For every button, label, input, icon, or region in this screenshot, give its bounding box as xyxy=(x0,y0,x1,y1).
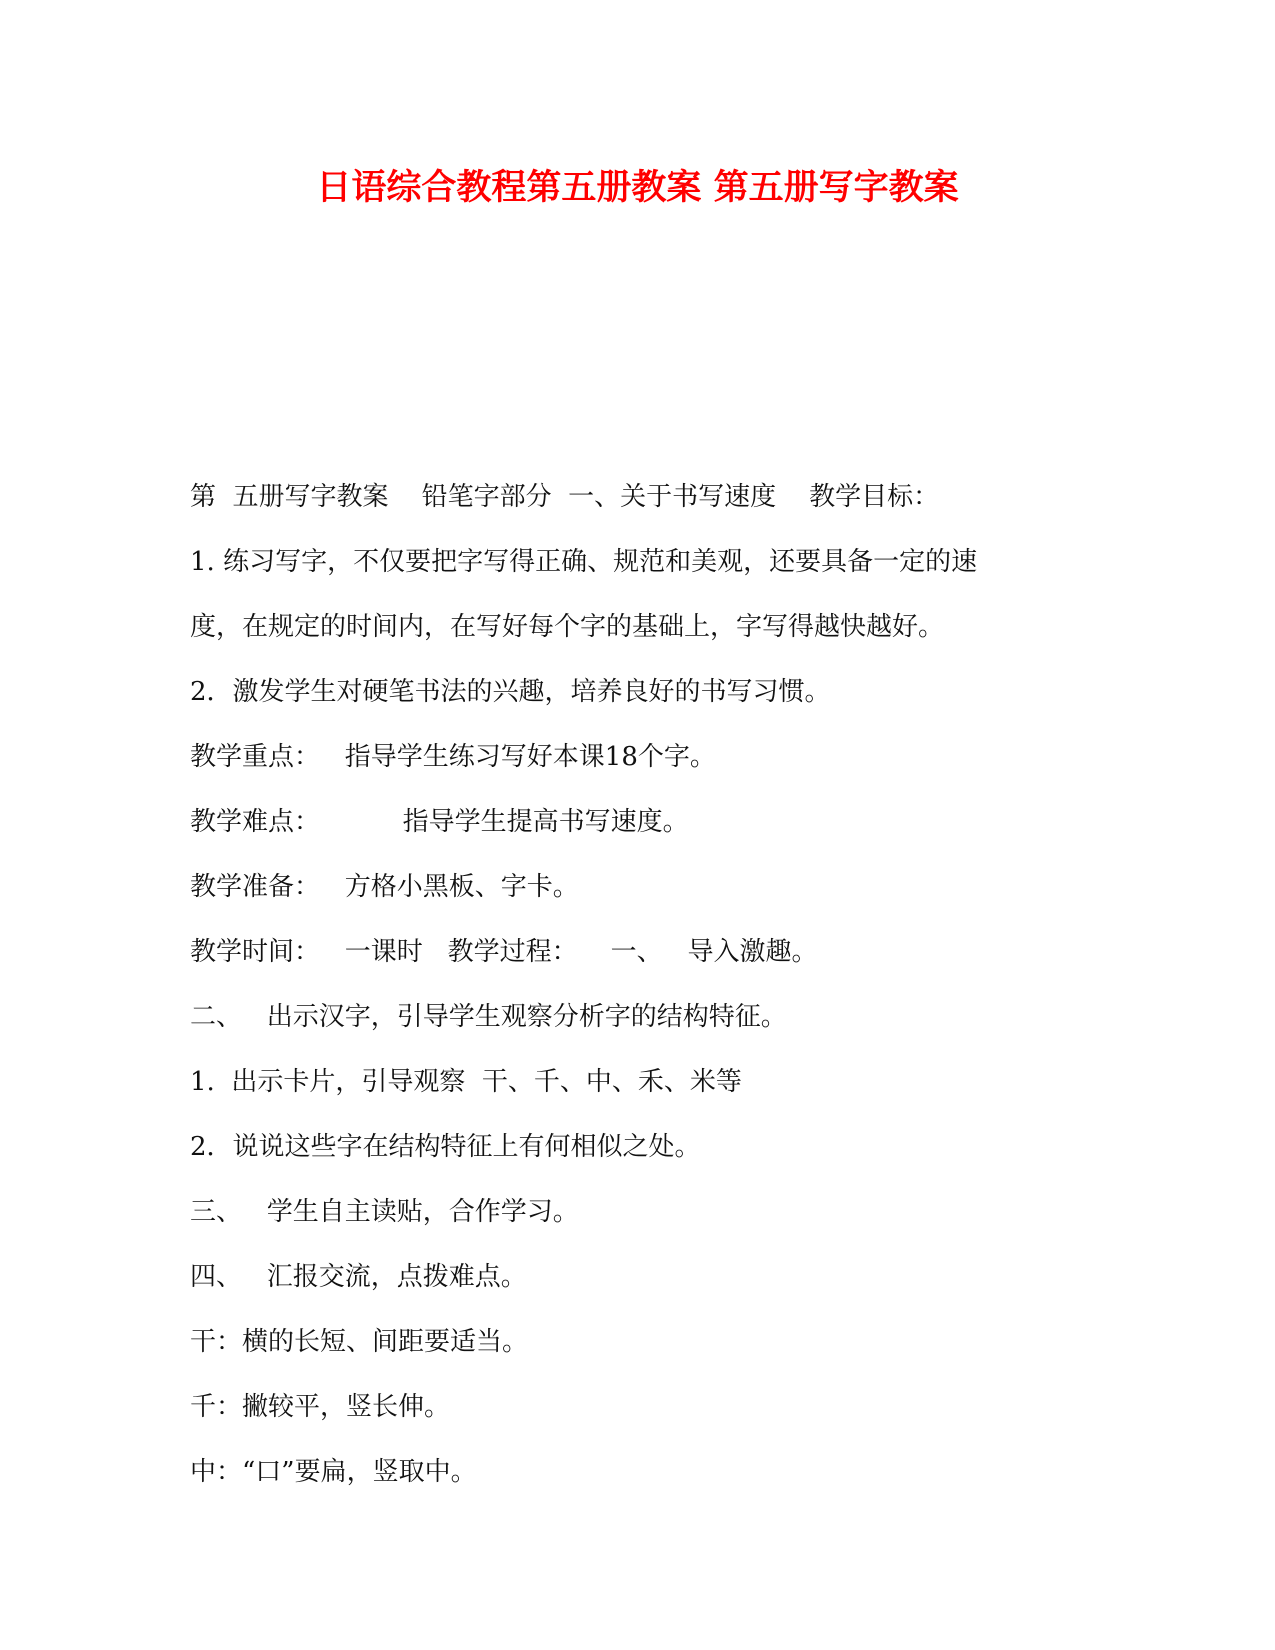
paragraph-line: 教学时间： 一课时 教学过程： 一、 导入激趣。 xyxy=(190,937,818,967)
document-title: 日语综合教程第五册教案 第五册写字教案 xyxy=(316,167,959,208)
paragraph-line: 干：横的长短、间距要适当。 xyxy=(190,1327,529,1357)
paragraph-line: 二、 出示汉字，引导学生观察分析字的结构特征。 xyxy=(190,1002,787,1032)
paragraph-line: 2．说说这些字在结构特征上有何相似之处。 xyxy=(190,1132,701,1162)
paragraph-line: 第 五册写字教案 铅笔字部分 一、关于书写速度 教学目标： xyxy=(190,482,940,512)
document-body xyxy=(190,478,1090,1518)
paragraph-line: 教学难点： 指导学生提高书写速度。 xyxy=(190,807,689,837)
paragraph-line: 千：撇较平，竖长伸。 xyxy=(190,1392,451,1422)
paragraph-line: 四、 汇报交流，点拨难点。 xyxy=(190,1262,527,1292)
paragraph-line: 1. 练习写字，不仅要把字写得正确、规范和美观，还要具备一定的速 xyxy=(190,547,978,577)
paragraph-line: 中：“口”要扁，竖取中。 xyxy=(190,1457,477,1487)
paragraph-line: 教学准备： 方格小黑板、字卡。 xyxy=(190,872,579,902)
paragraph-line: 度，在规定的时间内，在写好每个字的基础上，字写得越快越好。 xyxy=(190,612,945,642)
paragraph-line: 2．激发学生对硬笔书法的兴趣，培养良好的书写习惯。 xyxy=(190,677,831,707)
paragraph-line: 三、 学生自主读贴，合作学习。 xyxy=(190,1197,579,1227)
paragraph-line: 教学重点： 指导学生练习写好本课18个字。 xyxy=(190,742,716,772)
paragraph-line: 1. 出示卡片，引导观察 干、千、中、禾、米等 xyxy=(190,1067,742,1097)
